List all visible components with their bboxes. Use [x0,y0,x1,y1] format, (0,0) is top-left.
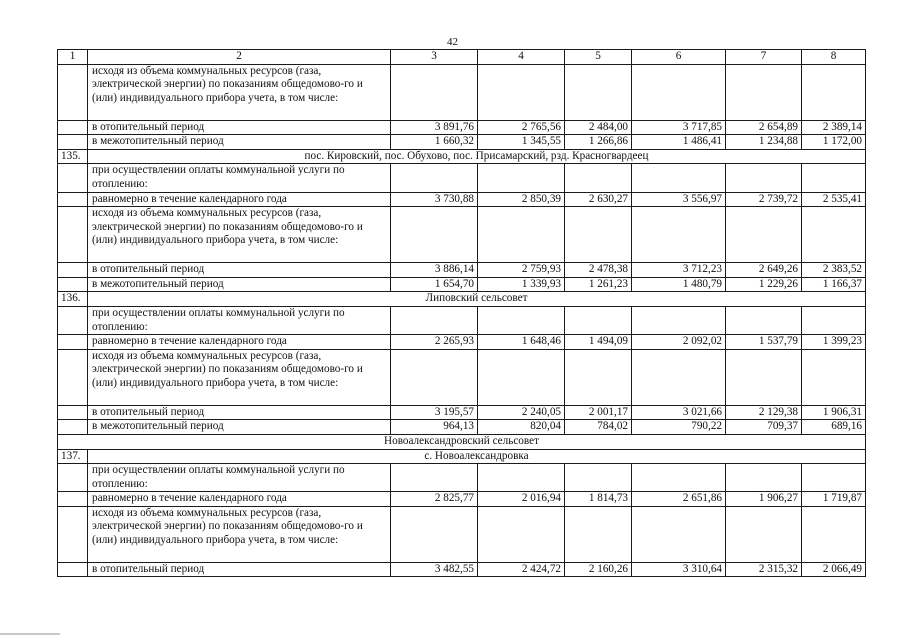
value-cell: 2 654,89 [726,120,802,135]
value-cell: 790,22 [632,420,726,435]
table-row [58,562,866,577]
value-cell: 2 651,86 [632,492,726,507]
value-cell: 2 240,05 [478,405,565,420]
row-label: исходя из объема коммунальных ресурсов (газа, электрической энергии) по показаниям общедомово-го и (или) индивидуального прибора учета, в том числе: [88,207,391,263]
section-index: 135. [58,149,88,164]
value-cell: 1 537,79 [726,335,802,350]
row-label: исходя из объема коммунальных ресурсов (газа, электрической энергии) по показаниям общедомово-го и (или) индивидуального прибора учета, в том числе: [88,349,391,405]
value-cell: 2 265,93 [391,335,478,350]
value-cell: 3 886,14 [391,263,478,278]
value-cell: 3 556,97 [632,192,726,207]
value-cell: 709,37 [726,420,802,435]
value-cell: 2 649,26 [726,263,802,278]
section-index: 136. [58,292,88,307]
table-row [58,164,866,192]
value-cell: 2 389,14 [802,120,866,135]
column-number: 7 [726,50,802,65]
value-cell: 3 891,76 [391,120,478,135]
table-row [58,306,866,334]
value-cell: 2 383,52 [802,263,866,278]
value-cell: 2 478,38 [565,263,632,278]
section-row [58,449,866,464]
value-cell: 964,13 [391,420,478,435]
section-row [58,149,866,164]
table-row [58,405,866,420]
value-cell: 1 654,70 [391,277,478,292]
value-cell: 1 906,27 [726,492,802,507]
value-cell: 1 339,93 [478,277,565,292]
row-label: в межотопительный период [88,420,391,435]
value-cell: 2 765,56 [478,120,565,135]
value-cell: 3 021,66 [632,405,726,420]
value-cell: 820,04 [478,420,565,435]
value-cell: 1 480,79 [632,277,726,292]
value-cell: 3 717,85 [632,120,726,135]
value-cell: 2 825,77 [391,492,478,507]
table-row [58,192,866,207]
column-number: 1 [58,50,88,65]
column-number: 3 [391,50,478,65]
value-cell: 2 484,00 [565,120,632,135]
page-number: 42 [447,36,458,48]
table-row [58,135,866,150]
value-cell: 1 814,73 [565,492,632,507]
row-label: в отопительный период [88,120,391,135]
value-cell: 3 482,55 [391,562,478,577]
value-cell: 3 310,64 [632,562,726,577]
value-cell: 1 486,41 [632,135,726,150]
value-cell: 2 129,38 [726,405,802,420]
row-label: при осуществлении оплаты коммунальной услуги по отоплению: [88,306,391,334]
value-cell: 3 712,23 [632,263,726,278]
value-cell: 2 160,26 [565,562,632,577]
value-cell: 3 730,88 [391,192,478,207]
page-edge-mark [0,633,60,635]
value-cell: 2 092,02 [632,335,726,350]
value-cell: 2 315,32 [726,562,802,577]
value-cell: 1 906,31 [802,405,866,420]
value-cell: 1 229,26 [726,277,802,292]
table-row [58,349,866,405]
value-cell: 3 195,57 [391,405,478,420]
value-cell: 1 399,23 [802,335,866,350]
table-row [58,263,866,278]
value-cell: 1 494,09 [565,335,632,350]
value-cell: 1 648,46 [478,335,565,350]
district-row [58,434,866,449]
value-cell: 2 001,17 [565,405,632,420]
value-cell: 1 719,87 [802,492,866,507]
column-number: 8 [802,50,866,65]
value-cell: 1 166,37 [802,277,866,292]
row-label: равномерно в течение календарного года [88,335,391,350]
table-row [58,335,866,350]
column-number-row [58,50,866,65]
table-row [58,277,866,292]
row-label: исходя из объема коммунальных ресурсов (газа, электрической энергии) по показаниям общедомово-го и (или) индивидуального прибора учета, в том числе: [88,64,391,120]
value-cell: 689,16 [802,420,866,435]
row-label: равномерно в течение календарного года [88,192,391,207]
row-label: в отопительный период [88,405,391,420]
table-row [58,492,866,507]
value-cell: 2 066,49 [802,562,866,577]
section-title: Липовский сельсовет [88,292,866,307]
row-label: в отопительный период [88,263,391,278]
value-cell: 784,02 [565,420,632,435]
row-label: равномерно в течение календарного года [88,492,391,507]
value-cell: 2 535,41 [802,192,866,207]
section-index: 137. [58,449,88,464]
column-number: 4 [478,50,565,65]
value-cell: 2 630,27 [565,192,632,207]
section-title: с. Новоалександровка [88,449,866,464]
table-row [58,506,866,562]
value-cell: 1 660,32 [391,135,478,150]
value-cell: 1 266,86 [565,135,632,150]
value-cell: 1 345,55 [478,135,565,150]
column-number: 5 [565,50,632,65]
value-cell: 2 016,94 [478,492,565,507]
value-cell: 2 739,72 [726,192,802,207]
table-row [58,420,866,435]
value-cell: 1 172,00 [802,135,866,150]
table-row [58,120,866,135]
row-label: исходя из объема коммунальных ресурсов (газа, электрической энергии) по показаниям общедомово-го и (или) индивидуального прибора учета, в том числе: [88,506,391,562]
column-number: 6 [632,50,726,65]
value-cell: 1 234,88 [726,135,802,150]
section-title: пос. Кировский, пос. Обухово, пос. Присамарский, рзд. Красногвардеец [88,149,866,164]
tariff-table [57,49,866,577]
section-row [58,292,866,307]
row-label: при осуществлении оплаты коммунальной услуги по отоплению: [88,464,391,492]
row-label: в межотопительный период [88,277,391,292]
table-row [58,64,866,120]
table-row [58,464,866,492]
row-label: при осуществлении оплаты коммунальной услуги по отоплению: [88,164,391,192]
value-cell: 2 424,72 [478,562,565,577]
row-label: в межотопительный период [88,135,391,150]
district-title: Новоалександровский сельсовет [58,434,866,449]
table-row [58,207,866,263]
value-cell: 1 261,23 [565,277,632,292]
value-cell: 2 850,39 [478,192,565,207]
value-cell: 2 759,93 [478,263,565,278]
column-number: 2 [88,50,391,65]
row-label: в отопительный период [88,562,391,577]
